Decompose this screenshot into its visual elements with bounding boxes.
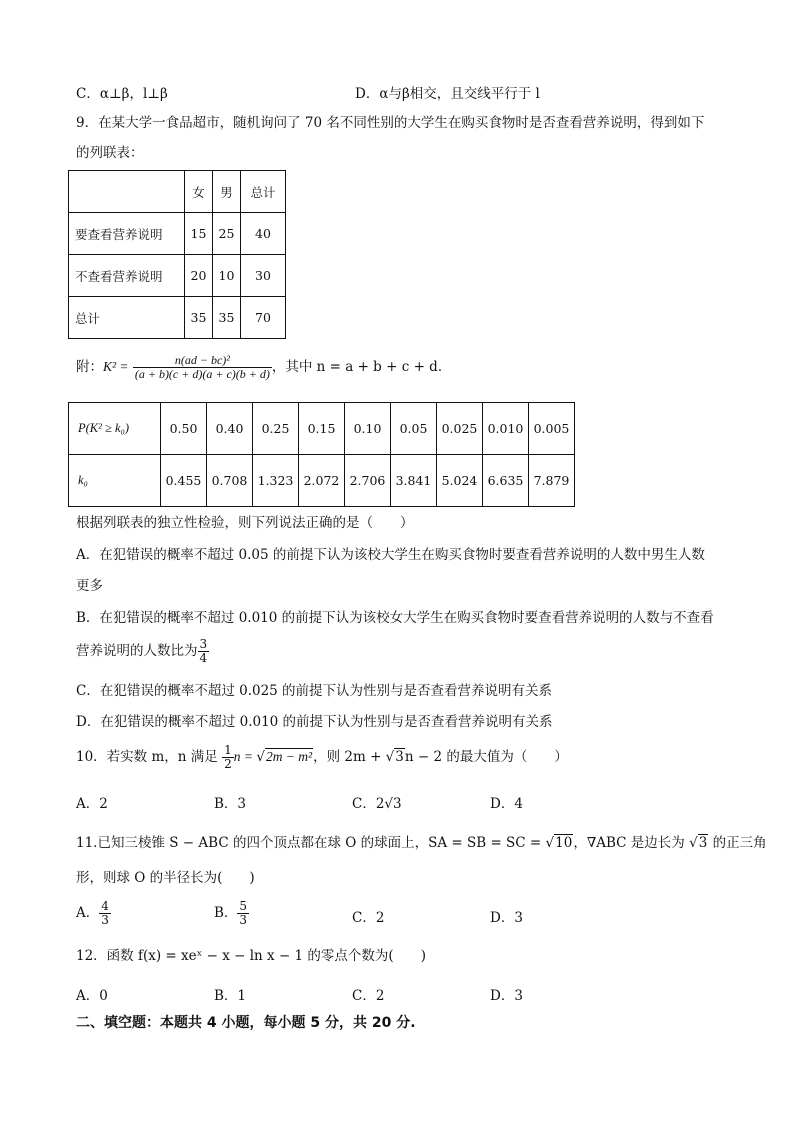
q11-text-c: 的正三角 — [708, 835, 767, 851]
option-b-text: 营养说明的人数比为 — [76, 643, 198, 659]
table-cell — [69, 171, 185, 213]
chi-square-formula — [76, 354, 451, 381]
q8-option-c: C．α⊥β，l⊥β — [76, 86, 168, 102]
q11-option-d: D．3 — [490, 910, 523, 926]
table-cell: 0.005 — [529, 403, 575, 455]
q11-stem-line2: 形，则球 O 的半径长为( ) — [76, 870, 255, 886]
q10-option-d: D．4 — [490, 796, 523, 812]
fraction-numerator: 1 — [224, 743, 232, 757]
table-cell: 0.708 — [207, 455, 253, 507]
q12-option-c: C．2 — [352, 988, 385, 1004]
q11-stem-line1: 11.已知三棱锥 S − ABC 的四个顶点都在球 O 的球面上，SA = SB = SC = √10，∇ABC 是边长为 √3 的正三角 — [76, 835, 767, 851]
formula-denominator: (a + b)(c + d)(a + c)(b + d) — [134, 367, 270, 381]
table-cell: 总计 — [69, 297, 185, 339]
table-cell: 0.50 — [161, 403, 207, 455]
q11-sqrt10: 10 — [555, 835, 573, 851]
table-cell: 40 — [241, 213, 286, 255]
table-cell: 25 — [213, 213, 241, 255]
fraction-denominator: 4 — [199, 651, 208, 665]
q10-sqrt3: 3 — [395, 749, 404, 765]
table-cell: 1.323 — [253, 455, 299, 507]
q9-stem-line1: 9．在某大学一食品超市，随机询问了 70 名不同性别的大学生在购买食物时是否查看营养说明，得到如下 — [76, 115, 705, 131]
table-row — [69, 455, 575, 507]
table-cell: 3.841 — [391, 455, 437, 507]
q9-option-a-line1: A．在犯错误的概率不超过 0.05 的前提下认为该校大学生在购买食物时要查看营养说明的人数中男生人数 — [76, 547, 705, 563]
table-cell: 30 — [241, 255, 286, 297]
q10-option-b: B．3 — [214, 796, 247, 812]
q8-option-d: D．α与β相交，且交线平行于 l — [355, 86, 540, 102]
table-cell: 2.072 — [299, 455, 345, 507]
q9-option-a-line2: 更多 — [76, 578, 103, 594]
option-b-fraction — [198, 638, 210, 665]
q10-suffix1: ，则 2m + — [313, 749, 386, 765]
table-row — [69, 297, 286, 339]
q11-sqrt3: 3 — [698, 835, 708, 851]
q11-text-b: ，∇ABC 是边长为 — [573, 835, 690, 851]
table-cell: 不查看营养说明 — [69, 255, 185, 297]
q9-stem-line2: 的列联表： — [76, 145, 144, 161]
table-header: 女 — [185, 171, 213, 213]
q12-option-b: B．1 — [214, 988, 247, 1004]
q10-option-c: C．2√3 — [352, 796, 402, 812]
table-cell: 0.25 — [253, 403, 299, 455]
q12-option-a: A．0 — [76, 988, 108, 1004]
formula-prefix: 附： — [76, 359, 103, 375]
table-cell: 0.15 — [299, 403, 345, 455]
table-row-label: P(K² ≥ k₀) — [69, 403, 161, 455]
fraction-denominator: 3 — [239, 913, 248, 927]
table-cell: 0.10 — [345, 403, 391, 455]
q9-option-b-line1: B．在犯错误的概率不超过 0.010 的前提下认为该校女大学生在购买食物时要查看营养说明的人数与不查看 — [76, 610, 714, 626]
section-heading: 二、填空题：本题共 4 小题，每小题 5 分，共 20 分. — [76, 1015, 416, 1031]
q11-option-b — [214, 900, 249, 927]
table-row — [69, 255, 286, 297]
q10-suffix2: n − 2 的最大值为（ ） — [404, 749, 568, 765]
formula-suffix: ，其中 n = a + b + c + d． — [271, 359, 452, 375]
option-a-fraction — [99, 900, 111, 927]
table-cell: 70 — [241, 297, 286, 339]
table-cell: 20 — [185, 255, 213, 297]
table-cell: 0.010 — [483, 403, 529, 455]
table-cell: 0.05 — [391, 403, 437, 455]
fraction-denominator: 2 — [224, 757, 232, 771]
q12-option-d: D．3 — [490, 988, 523, 1004]
q12-stem: 12．函数 f(x) = xeˣ − x − ln x − 1 的零点个数为( ) — [76, 948, 426, 964]
q10-prefix: 10．若实数 m，n 满足 — [76, 749, 218, 765]
q10-mid: n = — [233, 749, 257, 764]
q10-radicand: 2m − m² — [265, 749, 313, 764]
critical-value-table — [68, 402, 575, 507]
table-row — [69, 213, 286, 255]
table-cell: 6.635 — [483, 455, 529, 507]
table-cell: 2.706 — [345, 455, 391, 507]
table-cell: 0.40 — [207, 403, 253, 455]
q9-option-d: D．在犯错误的概率不超过 0.010 的前提下认为性别与是否查看营养说明有关系 — [76, 714, 553, 730]
table-row — [69, 403, 575, 455]
option-label: B． — [214, 905, 238, 921]
option-label: A． — [76, 905, 100, 921]
q10-fraction — [222, 744, 234, 771]
table-cell: 0.025 — [437, 403, 483, 455]
formula-fraction — [133, 354, 272, 381]
table-cell: 10 — [213, 255, 241, 297]
fraction-numerator: 4 — [101, 899, 109, 913]
table-header: 总计 — [241, 171, 286, 213]
q11-text-a: 11.已知三棱锥 S − ABC 的四个顶点都在球 O 的球面上，SA = SB = SC = — [76, 835, 546, 851]
q11-option-a — [76, 900, 111, 927]
q10-stem: 10．若实数 m，n 满足 $\frac{1}{2}$ n = √2m − m²，则 2m + √3n − 2 的最大值为（ ） — [76, 743, 568, 771]
contingency-table — [68, 170, 286, 339]
table-cell: 0.455 — [161, 455, 207, 507]
formula-numerator: n(ad − bc)² — [133, 354, 272, 368]
q9-question: 根据列联表的独立性检验，则下列说法正确的是（ ） — [76, 515, 414, 531]
q9-option-c: C．在犯错误的概率不超过 0.025 的前提下认为性别与是否查看营养说明有关系 — [76, 683, 553, 699]
table-cell: 35 — [213, 297, 241, 339]
table-row — [69, 171, 286, 213]
formula-lhs: K² = — [103, 359, 129, 374]
table-cell: 5.024 — [437, 455, 483, 507]
fraction-denominator: 3 — [101, 913, 109, 927]
fraction-numerator: 5 — [239, 899, 248, 913]
table-cell: 7.879 — [529, 455, 575, 507]
fraction-numerator: 3 — [199, 637, 208, 651]
table-header: 男 — [213, 171, 241, 213]
q9-option-b-line2 — [76, 638, 209, 665]
table-row-label: k₀ — [69, 455, 161, 507]
option-b-fraction — [237, 900, 249, 927]
q10-option-a: A．2 — [76, 796, 108, 812]
table-cell: 35 — [185, 297, 213, 339]
table-cell: 15 — [185, 213, 213, 255]
q11-option-c: C．2 — [352, 910, 385, 926]
table-cell: 要查看营养说明 — [69, 213, 185, 255]
